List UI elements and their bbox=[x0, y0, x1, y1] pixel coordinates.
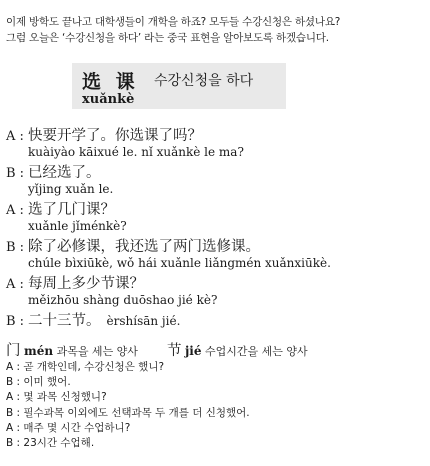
pinyin-line-4: chúle bìxiūkè, wǒ hái xuǎnle liǎngmén xuǎnxiūkè. bbox=[28, 256, 331, 270]
intro-line-2: 그럼 오늘은 ‘수강신청을 하다’ 라는 중국 표현을 알아보도록 하겠습니다. bbox=[6, 32, 329, 44]
dialogue-line-3 bbox=[6, 201, 426, 219]
translation-line: B : 필수과목 이외에도 선택과목 두 개를 더 신청했어. bbox=[6, 406, 250, 419]
chinese-text: 除了必修课，我还选了两门选修课。 bbox=[28, 239, 260, 255]
translation-line: A : 매주 몇 시간 수업하니? bbox=[6, 421, 131, 434]
chinese-text: 已经选了。 bbox=[28, 165, 101, 181]
dialogue-line-6 bbox=[6, 312, 426, 330]
dialogue-line-5 bbox=[6, 275, 426, 293]
vocab-pinyin: mén bbox=[24, 344, 54, 358]
chinese-text: 每周上多少节课？ bbox=[28, 276, 144, 292]
vocab-pinyin: jié bbox=[184, 344, 202, 358]
chinese-text: 选了几门课？ bbox=[28, 202, 115, 218]
translation-line: A : 곧 개학인데, 수강신청은 했니? bbox=[6, 361, 165, 373]
pinyin-line-5: měizhōu shàng duōshao jié kè? bbox=[28, 293, 218, 307]
speaker-label: A : bbox=[6, 129, 24, 144]
dialogue-line-2 bbox=[6, 164, 426, 182]
pinyin-line-1: kuàiyào kāixué le. nǐ xuǎnkè le ma? bbox=[28, 145, 244, 159]
vocab-meaning: 과목을 세는 양사 bbox=[56, 345, 138, 358]
speaker-label: B : bbox=[6, 166, 25, 181]
chinese-text: 二十三节。 bbox=[28, 313, 101, 329]
chinese-text: 快要开学了。你选课了吗？ bbox=[28, 128, 202, 144]
title-pinyin: xuǎnkè bbox=[82, 92, 135, 107]
intro-line-1: 이제 방학도 끝나고 대학생들이 개학을 하죠? 모두들 수강신청은 하셨나요? bbox=[6, 16, 341, 28]
vocab-word: 节 bbox=[166, 343, 182, 359]
speaker-label: A : bbox=[6, 203, 24, 218]
pinyin-line-3: xuǎnle jǐménkè? bbox=[28, 219, 127, 233]
speaker-label: B : bbox=[6, 314, 25, 329]
vocab-notes bbox=[6, 342, 426, 361]
vocab-word: 门 bbox=[6, 343, 21, 359]
dialogue-line-4 bbox=[6, 238, 426, 256]
pinyin-inline: èrshísān jié. bbox=[106, 314, 181, 328]
dialogue-line-1 bbox=[6, 127, 426, 145]
translation-line: B : 23시간 수업해. bbox=[6, 437, 95, 450]
title-chinese: 选 课 bbox=[82, 71, 139, 93]
korean-translation bbox=[6, 360, 426, 451]
vocab-meaning: 수업시간을 세는 양사 bbox=[204, 345, 308, 358]
pinyin-line-2: yǐjing xuǎn le. bbox=[28, 182, 114, 196]
translation-line: A : 몇 과목 신청했니? bbox=[6, 391, 107, 404]
translation-line: B : 이미 했어. bbox=[6, 376, 71, 389]
dialogue bbox=[6, 127, 426, 330]
speaker-label: A : bbox=[6, 277, 24, 292]
intro-text bbox=[6, 14, 426, 46]
title-box bbox=[72, 63, 286, 109]
title-korean: 수강신청을 하다 bbox=[154, 73, 254, 89]
speaker-label: B : bbox=[6, 240, 25, 255]
